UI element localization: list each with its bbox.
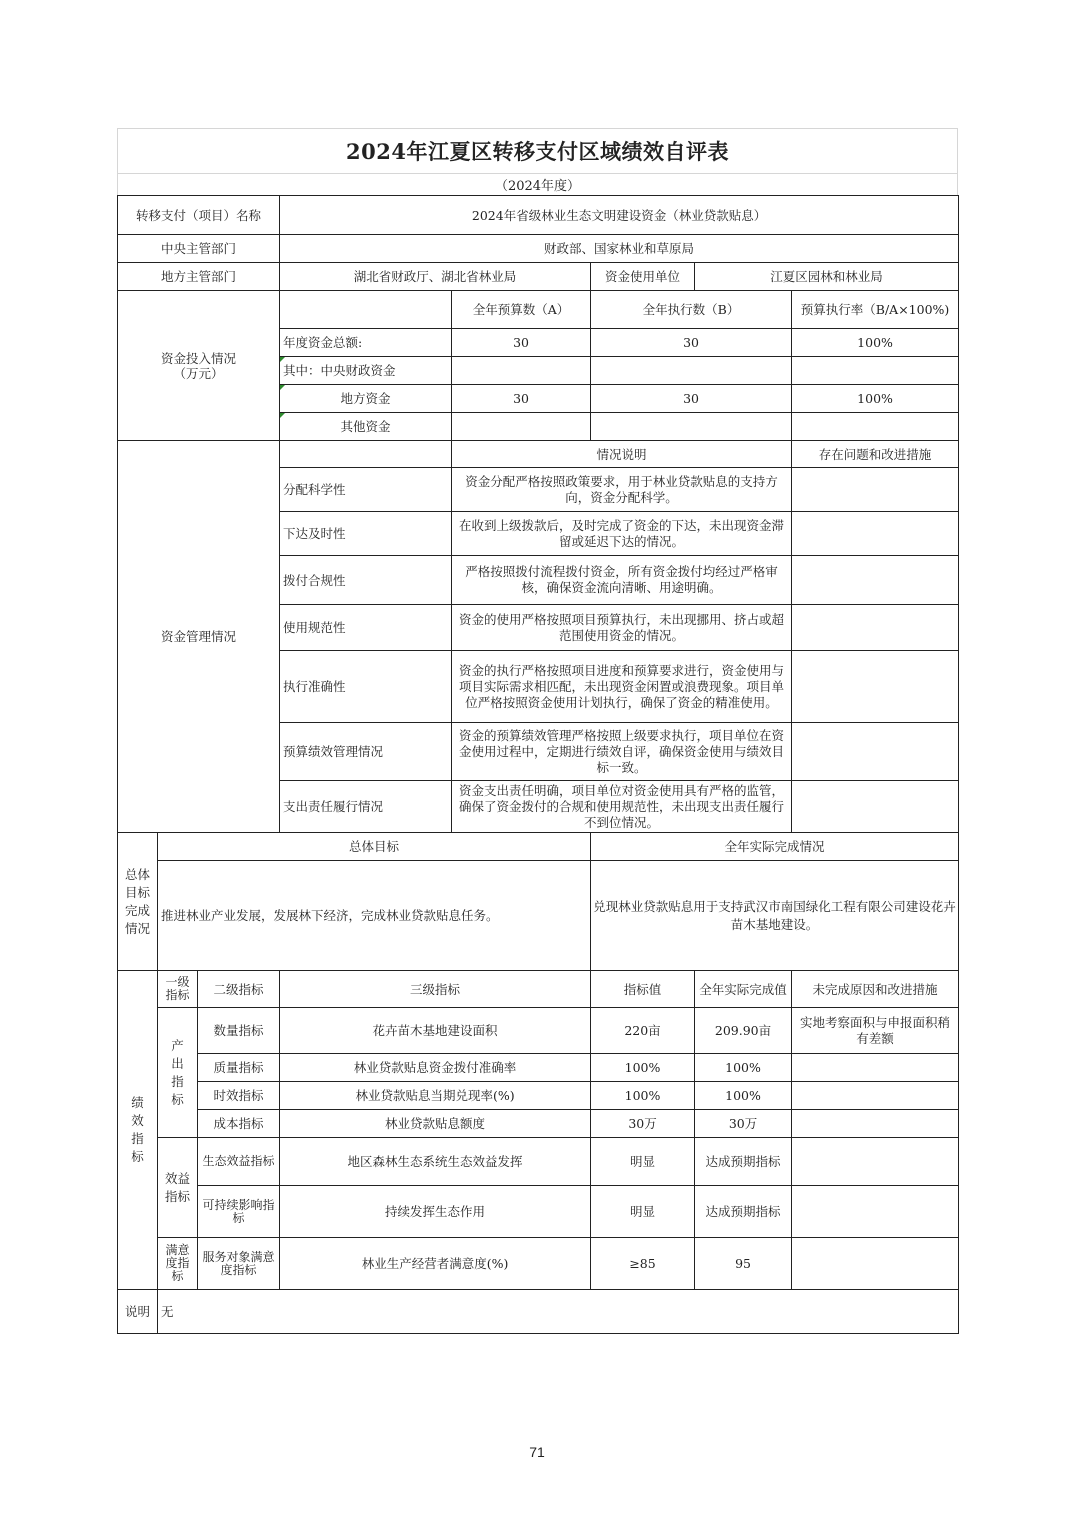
management-row-desc: 资金分配严格按照政策要求，用于林业贷款贴息的支持方向，资金分配科学。 <box>452 468 792 512</box>
funds-row-label: 其中：中央财政资金 <box>280 357 452 385</box>
management-row-issue <box>792 512 959 556</box>
funds-row-budget <box>452 357 591 385</box>
management-row-issue <box>792 605 959 651</box>
fund-user-value: 江夏区园林和林业局 <box>695 263 959 291</box>
notes-value: 无 <box>158 1290 959 1334</box>
indicator-target: 220亩 <box>591 1008 695 1054</box>
management-col-desc: 情况说明 <box>452 441 792 468</box>
indicator-actual: 95 <box>695 1238 792 1290</box>
funds-row-budget: 30 <box>452 385 591 413</box>
funds-row-label: 地方资金 <box>280 385 452 413</box>
indicator-target: 明显 <box>591 1138 695 1186</box>
indicator-target: 100% <box>591 1054 695 1082</box>
management-row-label: 使用规范性 <box>280 605 452 651</box>
indicators-col-actual: 全年实际完成值 <box>695 971 792 1008</box>
management-row-issue <box>792 651 959 723</box>
management-row-label: 拨付合规性 <box>280 556 452 605</box>
indicators-col-reason: 未完成原因和改进措施 <box>792 971 959 1008</box>
management-row-label: 下达及时性 <box>280 512 452 556</box>
indicator-actual: 30万 <box>695 1110 792 1138</box>
management-row-desc: 资金支出责任明确，项目单位对资金使用具有严格的监管，确保了资金拨付的合规和使用规范性，未出现支出责任履行不到位情况。 <box>452 781 792 833</box>
indicators-col-level2: 二级指标 <box>198 971 280 1008</box>
indicator-actual: 达成预期指标 <box>695 1186 792 1238</box>
funds-row-rate <box>792 357 959 385</box>
indicator-level3: 地区森林生态系统生态效益发挥 <box>280 1138 591 1186</box>
funds-section-label: 资金投入情况 （万元） <box>118 291 280 441</box>
indicator-level3: 花卉苗木基地建设面积 <box>280 1008 591 1054</box>
indicator-level2: 时效指标 <box>198 1082 280 1110</box>
local-dept-label: 地方主管部门 <box>118 263 280 291</box>
indicator-group-satisfaction: 满意度指标 <box>158 1238 198 1290</box>
indicator-level3: 林业贷款贴息当期兑现率(%) <box>280 1082 591 1110</box>
indicator-target: 明显 <box>591 1186 695 1238</box>
funds-blank-header <box>280 291 452 329</box>
indicator-reason: 实地考察面积与申报面积稍有差额 <box>792 1008 959 1054</box>
indicator-actual: 达成预期指标 <box>695 1138 792 1186</box>
fiscal-year: （2024年度） <box>117 173 958 195</box>
goals-col-target: 总体目标 <box>158 833 591 861</box>
page-number: 71 <box>529 1444 545 1460</box>
management-row-issue <box>792 723 959 781</box>
local-dept-value: 湖北省财政厅、湖北省林业局 <box>280 263 591 291</box>
management-blank-header <box>280 441 452 468</box>
indicator-level2: 质量指标 <box>198 1054 280 1082</box>
project-name-value: 2024年省级林业生态文明建设资金（林业贷款贴息） <box>280 196 959 235</box>
funds-row-budget <box>452 413 591 441</box>
management-section-label: 资金管理情况 <box>118 441 280 833</box>
indicator-actual: 100% <box>695 1082 792 1110</box>
funds-row-label: 年度资金总额: <box>280 329 452 357</box>
indicator-level2: 可持续影响指标 <box>198 1186 280 1238</box>
management-row-label: 支出责任履行情况 <box>280 781 452 833</box>
funds-col-executed: 全年执行数（B） <box>591 291 792 329</box>
management-row-label: 执行准确性 <box>280 651 452 723</box>
indicator-reason <box>792 1054 959 1082</box>
goals-section-label: 总体目标完成情况 <box>118 833 158 971</box>
funds-row-budget: 30 <box>452 329 591 357</box>
indicator-level3: 林业贷款贴息额度 <box>280 1110 591 1138</box>
indicator-actual: 100% <box>695 1054 792 1082</box>
indicators-section-label: 绩效指标 <box>118 971 158 1290</box>
notes-label: 说明 <box>118 1290 158 1334</box>
funds-row-label: 其他资金 <box>280 413 452 441</box>
page-title: 2024年江夏区转移支付区域绩效自评表 <box>117 128 958 173</box>
indicator-level2: 数量指标 <box>198 1008 280 1054</box>
funds-row-rate <box>792 413 959 441</box>
indicators-col-level3: 三级指标 <box>280 971 591 1008</box>
funds-row-rate: 100% <box>792 385 959 413</box>
indicator-level3: 林业生产经营者满意度(%) <box>280 1238 591 1290</box>
evaluation-sheet <box>117 128 958 1334</box>
management-row-desc: 在收到上级拨款后，及时完成了资金的下达，未出现资金滞留或延迟下达的情况。 <box>452 512 792 556</box>
indicator-actual: 209.90亩 <box>695 1008 792 1054</box>
management-row-label: 预算绩效管理情况 <box>280 723 452 781</box>
goals-target-text: 推进林业产业发展，发展林下经济，完成林业贷款贴息任务。 <box>158 861 591 971</box>
funds-row-executed <box>591 413 792 441</box>
indicator-group-output: 产出指标 <box>158 1008 198 1138</box>
funds-row-executed <box>591 357 792 385</box>
indicators-col-target: 指标值 <box>591 971 695 1008</box>
indicator-reason <box>792 1238 959 1290</box>
indicator-reason <box>792 1186 959 1238</box>
management-row-desc: 资金的使用严格按照项目预算执行，未出现挪用、挤占或超范围使用资金的情况。 <box>452 605 792 651</box>
indicator-reason <box>792 1082 959 1110</box>
management-row-label: 分配科学性 <box>280 468 452 512</box>
project-name-label: 转移支付（项目）名称 <box>118 196 280 235</box>
funds-col-rate: 预算执行率（B/A×100%) <box>792 291 959 329</box>
management-row-issue <box>792 556 959 605</box>
indicator-target: ≥85 <box>591 1238 695 1290</box>
management-row-issue <box>792 781 959 833</box>
management-row-desc: 严格按照拨付流程拨付资金，所有资金拨付均经过严格审核，确保资金流向清晰、用途明确。 <box>452 556 792 605</box>
fund-user-label: 资金使用单位 <box>591 263 695 291</box>
central-dept-label: 中央主管部门 <box>118 235 280 263</box>
goals-col-actual: 全年实际完成情况 <box>591 833 959 861</box>
indicator-reason <box>792 1138 959 1186</box>
management-col-issue: 存在问题和改进措施 <box>792 441 959 468</box>
indicator-target: 100% <box>591 1082 695 1110</box>
management-row-desc: 资金的预算绩效管理严格按照上级要求执行，项目单位在资金使用过程中，定期进行绩效自评，确保资金使用与绩效目标一致。 <box>452 723 792 781</box>
indicator-level3: 持续发挥生态作用 <box>280 1186 591 1238</box>
funds-col-budget: 全年预算数（A） <box>452 291 591 329</box>
indicator-level3: 林业贷款贴息资金拨付准确率 <box>280 1054 591 1082</box>
management-row-issue <box>792 468 959 512</box>
indicators-col-level1: 一级指标 <box>158 971 198 1008</box>
goals-actual-text: 兑现林业贷款贴息用于支持武汉市南国绿化工程有限公司建设花卉苗木基地建设。 <box>591 861 959 971</box>
indicator-reason <box>792 1110 959 1138</box>
funds-row-executed: 30 <box>591 329 792 357</box>
evaluation-table <box>117 195 959 1334</box>
indicator-level2: 服务对象满意度指标 <box>198 1238 280 1290</box>
indicator-target: 30万 <box>591 1110 695 1138</box>
management-row-desc: 资金的执行严格按照项目进度和预算要求进行，资金使用与项目实际需求相匹配，未出现资金闲置或浪费现象。项目单位严格按照资金使用计划执行，确保了资金的精准使用。 <box>452 651 792 723</box>
indicator-group-benefit: 效益指标 <box>158 1138 198 1238</box>
central-dept-value: 财政部、国家林业和草原局 <box>280 235 959 263</box>
indicator-level2: 生态效益指标 <box>198 1138 280 1186</box>
funds-row-executed: 30 <box>591 385 792 413</box>
funds-row-rate: 100% <box>792 329 959 357</box>
indicator-level2: 成本指标 <box>198 1110 280 1138</box>
